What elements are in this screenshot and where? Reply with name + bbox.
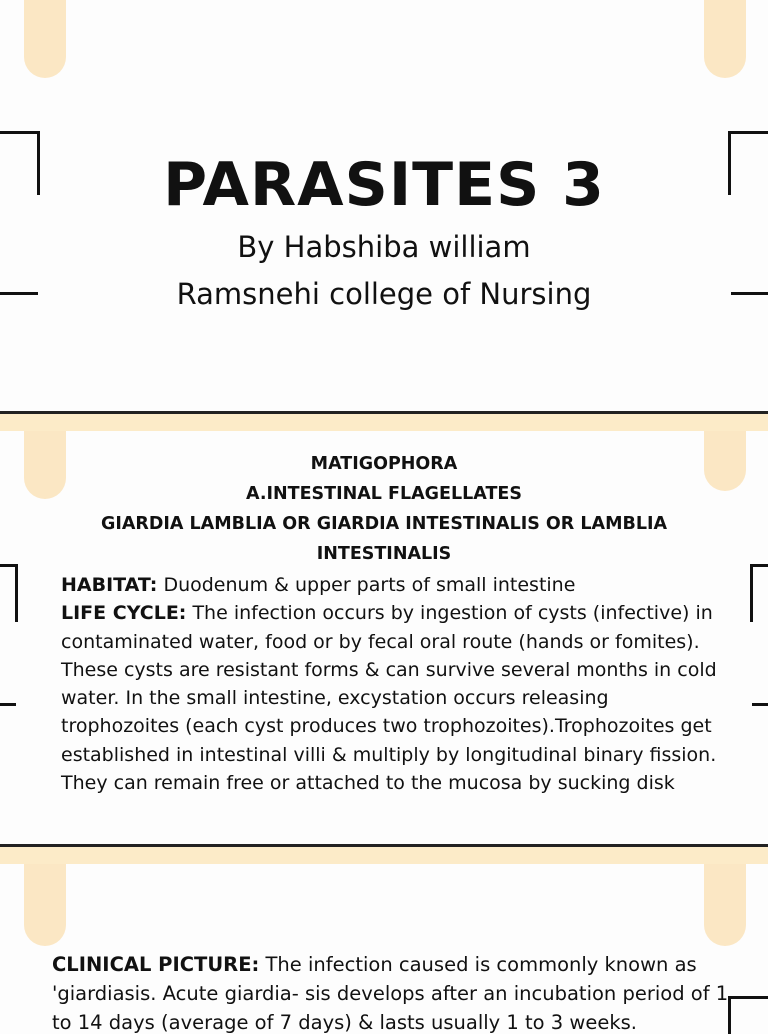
author-line: By Habshiba william — [237, 230, 531, 264]
habitat-text: Duodenum & upper parts of small intestine — [157, 574, 576, 596]
decorative-dash — [752, 703, 768, 706]
corner-bracket — [728, 996, 768, 1034]
corner-bracket — [750, 564, 768, 622]
page-title: PARASITES 3 — [163, 150, 605, 220]
decorative-tab — [24, 864, 66, 946]
clinical-picture-label: CLINICAL PICTURE: — [52, 953, 260, 976]
slide-separator — [0, 844, 768, 864]
content-slide-giardia — [0, 431, 768, 844]
clinical-picture-text: The infection caused is commonly known as 'giardiasis. Acute giardia- sis develops after an incubation period of 1 to 14 days (average of 7 days) & lasts usually 1 to 3 weeks. — [52, 953, 729, 1034]
decorative-tab — [704, 864, 746, 946]
institution-line: Ramsnehi college of Nursing — [176, 277, 592, 311]
decorative-tab — [24, 0, 66, 78]
title-slide — [0, 0, 768, 411]
life-cycle-text: The infection occurs by ingestion of cysts (infective) in contaminated water, food or by fecal oral route (hands or fomites). These cysts are resistant forms & can survive several months in cold water. In the small intestine, excystation occurs releasing trophozoites (each cyst produces two trophozoites).Trophozoites get established in intestinal villi & multiply by longitudinal binary fission. They can remain free or attached to the mucosa by sucking disk — [61, 602, 717, 795]
life-cycle-label: LIFE CYCLE: — [61, 602, 187, 625]
corner-bracket — [0, 564, 18, 622]
slide-separator — [0, 411, 768, 431]
decorative-tab — [704, 0, 746, 78]
section-headings — [80, 449, 688, 569]
slide-body — [52, 950, 732, 1034]
slide-body — [61, 571, 721, 797]
decorative-tab — [24, 431, 66, 499]
habitat-label: HABITAT: — [61, 574, 158, 596]
content-slide-clinical — [0, 864, 768, 1034]
decorative-dash — [0, 703, 16, 706]
heading-group: A.INTESTINAL FLAGELLATES — [245, 484, 522, 504]
heading-class: MATIGOPHORA — [310, 454, 458, 474]
heading-species: GIARDIA LAMBLIA OR GIARDIA INTESTINALIS OR LAMBLIA INTESTINALIS — [100, 514, 668, 564]
decorative-tab — [704, 431, 746, 491]
